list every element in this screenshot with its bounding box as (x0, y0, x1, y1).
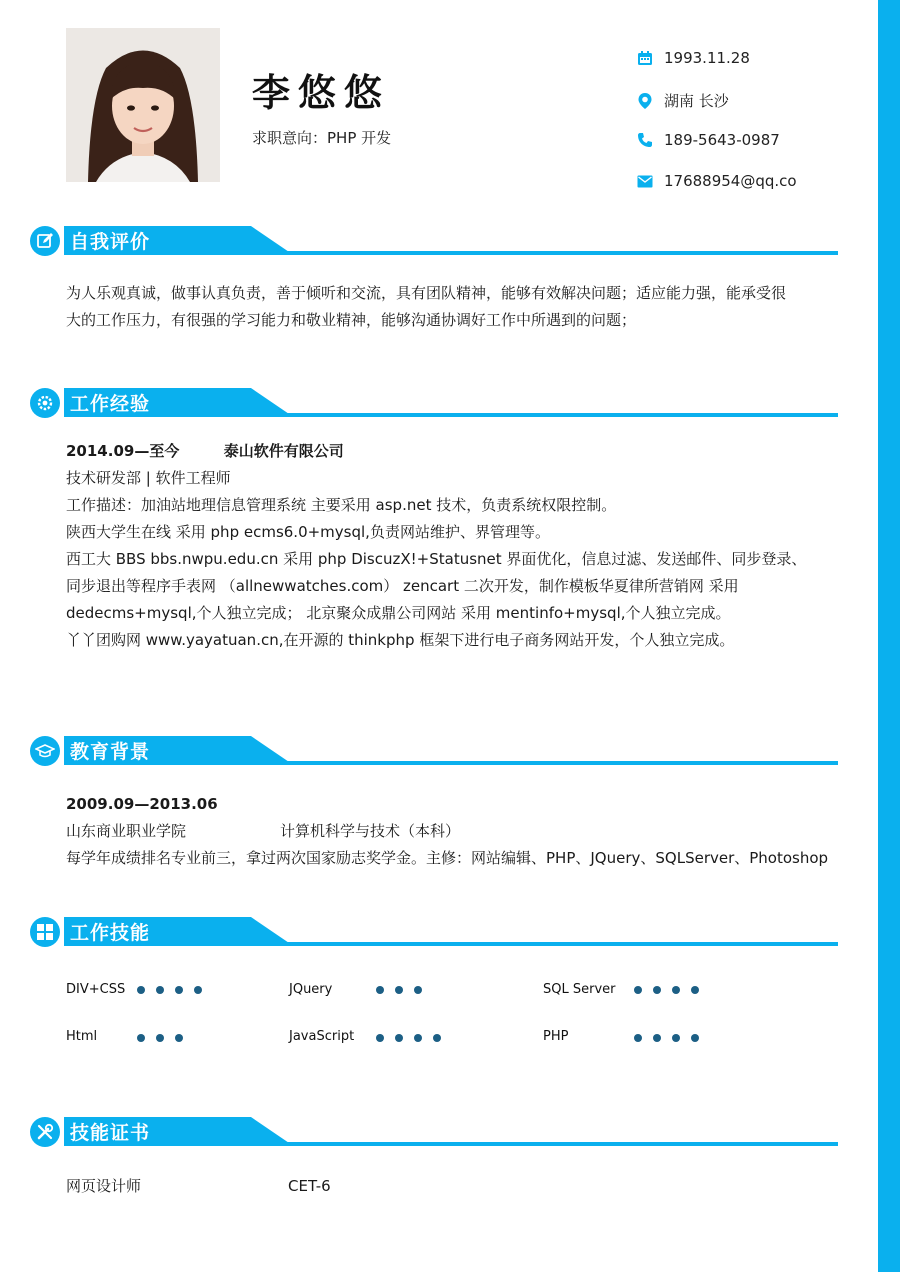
experience-line: dedecms+mysql,个人独立完成； 北京聚众成鼎公司网站 采用 mentinfo+mysql,个人独立完成。 (66, 604, 731, 622)
section-title: 教育背景 (70, 741, 151, 763)
section-header-experience (30, 386, 838, 420)
candidate-name: 李悠悠 (252, 71, 391, 115)
skill-dot (691, 1034, 699, 1042)
job-intent: 求职意向：PHP 开发 (252, 129, 392, 147)
skill-level-dots (376, 986, 422, 994)
skill-level-dots (137, 986, 202, 994)
right-accent-bar (878, 0, 900, 1272)
section-title: 工作技能 (70, 922, 151, 944)
education-block (66, 791, 836, 872)
section-header-certs (30, 1115, 838, 1149)
skill-dot (194, 986, 202, 994)
skill-dot (156, 986, 164, 994)
experience-line: 工作描述：加油站地理信息管理系统 主要采用 asp.net 技术，负责系统权限控制。 (66, 496, 617, 514)
section-title: 自我评价 (70, 231, 151, 253)
experience-line: 西工大 BBS bbs.nwpu.edu.cn 采用 php DiscuzX!+Statusnet 界面优化，信息过滤、发送邮件、同步登录、 (66, 550, 807, 568)
skill-dot (175, 1034, 183, 1042)
cert-item: 网页设计师 (66, 1177, 142, 1195)
tools-icon (30, 1117, 60, 1147)
contact-phone (636, 131, 780, 149)
experience-line: 技术研发部 | 软件工程师 (66, 469, 231, 487)
skill-dot (395, 1034, 403, 1042)
skill-dot (691, 986, 699, 994)
skill-label: PHP (543, 1029, 569, 1044)
location-text: 湖南 长沙 (664, 92, 729, 110)
education-period: 2009.09—2013.06 (66, 795, 218, 813)
skill-dot (175, 986, 183, 994)
skill-dot (376, 986, 384, 994)
skill-dot (433, 1034, 441, 1042)
experience-line: 丫丫团购网 www.yayatuan.cn,在开源的 thinkphp 框架下进行电子商务网站开发，个人独立完成。 (66, 631, 735, 649)
self-eval-text (66, 280, 836, 334)
skill-dot (414, 986, 422, 994)
contact-birthdate (636, 49, 750, 67)
section-header-education (30, 734, 838, 768)
skill-label: JavaScript (289, 1029, 355, 1044)
section-title: 工作经验 (70, 393, 151, 415)
education-detail: 每学年成绩排名专业前三，拿过两次国家励志奖学金。主修：网站编辑、PHP、JQuery、SQLServer、Photoshop (66, 849, 829, 867)
skill-dot (137, 1034, 145, 1042)
calendar-icon (636, 49, 654, 67)
section-header-self-eval (30, 224, 838, 258)
mail-icon (636, 172, 654, 190)
grid-icon (30, 917, 60, 947)
certs-row (66, 1173, 836, 1200)
education-row (66, 818, 836, 845)
experience-company: 泰山软件有限公司 (223, 442, 344, 460)
skill-dot (156, 1034, 164, 1042)
skill-dot (634, 1034, 642, 1042)
phone-text: 189-5643-0987 (664, 131, 780, 149)
skill-level-dots (634, 1034, 699, 1042)
skill-dot (653, 1034, 661, 1042)
education-school: 山东商业职业学院 (66, 822, 187, 840)
location-pin-icon (636, 92, 654, 110)
skill-dot (137, 986, 145, 994)
section-title: 技能证书 (70, 1122, 151, 1144)
skill-level-dots (634, 986, 699, 994)
email-text: 17688954@qq.co (664, 172, 797, 190)
skill-dot (634, 986, 642, 994)
contact-location (636, 90, 729, 111)
skill-dot (672, 986, 680, 994)
skill-dot (653, 986, 661, 994)
experience-block (66, 438, 836, 654)
cert-item: CET-6 (288, 1177, 331, 1195)
experience-heading (66, 438, 836, 465)
experience-line: 陕西大学生在线 采用 php ecms6.0+mysql,负责网站维护、界管理等。 (66, 523, 550, 541)
gear-icon (30, 388, 60, 418)
education-major: 计算机科学与技术（本科） (280, 822, 461, 840)
experience-line: 同步退出等程序手表网 （allnewwatches.com） zencart 二次开发，制作模板华夏律所营销网 采用 (66, 577, 739, 595)
profile-photo (66, 28, 220, 182)
birthdate-text: 1993.11.28 (664, 49, 750, 67)
skill-dot (672, 1034, 680, 1042)
contact-email (636, 172, 797, 190)
self-eval-line: 大的工作压力，有很强的学习能力和敬业精神，能够沟通协调好工作中所遇到的问题； (66, 311, 637, 329)
skill-level-dots (137, 1034, 183, 1042)
graduation-cap-icon (30, 736, 60, 766)
edit-icon (30, 226, 60, 256)
skill-dot (376, 1034, 384, 1042)
skill-label: JQuery (289, 982, 333, 997)
phone-icon (636, 131, 654, 149)
skill-dot (414, 1034, 422, 1042)
experience-period: 2014.09—至今 (66, 442, 180, 460)
skill-label: DIV+CSS (66, 982, 126, 997)
skill-level-dots (376, 1034, 441, 1042)
self-eval-line: 为人乐观真诚，做事认真负责，善于倾听和交流，具有团队精神，能够有效解决问题；适应能力强，能承受很 (66, 284, 787, 302)
skill-dot (395, 986, 403, 994)
section-header-skills (30, 915, 838, 949)
skill-label: Html (66, 1029, 98, 1044)
skill-label: SQL Server (543, 982, 616, 997)
